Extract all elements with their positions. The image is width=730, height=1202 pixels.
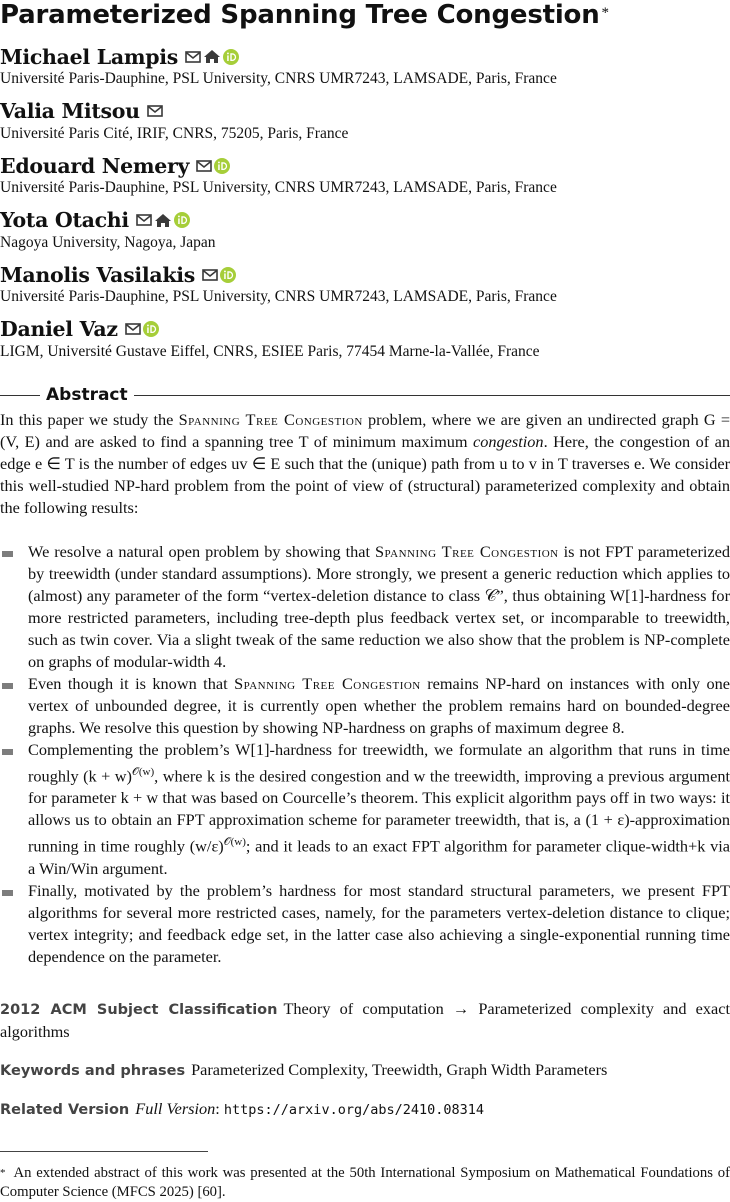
result-list — [0, 541, 730, 968]
author-name: Michael Lampis — [0, 44, 178, 69]
paper-title — [0, 0, 609, 30]
problem-name: Spanning Tree Congestion — [374, 542, 559, 561]
acm-classification — [0, 998, 730, 1043]
rule — [134, 395, 730, 396]
author-entry — [0, 98, 730, 153]
text-run: In this paper we study the — [0, 410, 179, 429]
abstract-heading — [0, 385, 730, 405]
text-run: , where k is the desired congestion and w the treewidth, improving a previous argument for parameter k + w that was based on Courcelle’s theorem. This explicit algorithm pays off in two ways: it allows us to obtain an FPT approximation scheme for parameter treewidth, that is, a (1 + ε)-approximation running in time roughly (w/ε) — [28, 766, 730, 856]
orcid-icon[interactable] — [143, 321, 159, 337]
emphasis: congestion — [473, 432, 544, 451]
keywords — [0, 1059, 730, 1082]
footnote — [0, 1164, 730, 1202]
author-name: Manolis Vasilakis — [0, 262, 195, 287]
list-item — [0, 880, 730, 968]
orcid-icon[interactable] — [174, 212, 190, 228]
problem-name: Spanning Tree Congestion — [234, 674, 421, 693]
footnote-text: An extended abstract of this work was presented at the 50th International Symposium on Mathematical Foundations of Computer Science (MFCS 2025) [60]. — [0, 1165, 730, 1200]
footnote-mark: * — [0, 1167, 6, 1179]
author-affiliation: LIGM, Université Gustave Eiffel, CNRS, ESIEE Paris, 77454 Marne-la-Vallée, France — [0, 342, 540, 360]
related-label: Related Version — [0, 1102, 130, 1118]
author-affiliation: Université Paris-Dauphine, PSL University, CNRS UMR7243, LAMSADE, Paris, France — [0, 70, 557, 87]
abstract-intro — [0, 409, 730, 519]
title-footnote-mark: * — [601, 5, 609, 21]
text-run: ; and it leads to an exact FPT algorithm for parameter clique-width+k via a Win/Win argument. — [28, 836, 730, 878]
related-version — [0, 1098, 730, 1121]
orcid-icon[interactable] — [220, 267, 236, 283]
rule — [0, 395, 40, 396]
text-run: Complementing the problem’s W[1]-hardness for treewidth, we formulate an algorithm that runs in time roughly (k + w) — [28, 740, 730, 786]
related-url-link[interactable]: https://arxiv.org/abs/2410.08314 — [223, 1102, 484, 1118]
email-icon[interactable] — [185, 50, 201, 64]
home-icon[interactable] — [203, 49, 221, 64]
author-list — [0, 43, 730, 371]
text-run: We resolve a natural open problem by showing that — [28, 542, 375, 561]
author-name: Valia Mitsou — [0, 99, 140, 124]
author-entry — [0, 207, 730, 262]
abstract-label: Abstract — [46, 385, 128, 405]
list-item — [0, 673, 730, 739]
keywords-label: Keywords and phrases — [0, 1063, 186, 1079]
text-run: is not FPT parameterized by treewidth (under standard assumptions). More strongly, we present a generic reduction which applies to (almost) any parameter of the form “vertex-deletion distance to class 𝒞”, thus obtaining W[1]-hardness for more restricted parameters, including tree-depth plus feedback vertex set, or incomparable to treewidth, such as twin cover. Via a slight tweak of the same reduction we also show that the problem is NP-complete on graphs of modular-width 4. — [28, 542, 730, 671]
author-entry — [0, 261, 730, 316]
author-affiliation: Université Paris Cité, IRIF, CNRS, 75205, Paris, France — [0, 124, 349, 142]
author-name: Daniel Vaz — [0, 317, 118, 342]
author-entry — [0, 43, 730, 98]
author-entry — [0, 316, 730, 371]
related-kind: Full Version — [135, 1099, 216, 1118]
orcid-icon[interactable] — [214, 158, 230, 174]
keywords-value: Parameterized Complexity, Treewidth, Graph Width Parameters — [191, 1060, 608, 1079]
list-item — [0, 541, 730, 673]
author-name: Edouard Nemery — [0, 153, 190, 178]
home-icon[interactable] — [154, 213, 172, 228]
email-icon[interactable] — [202, 268, 218, 282]
exponent: 𝒪(w) — [223, 836, 246, 849]
exponent: 𝒪(w) — [131, 766, 155, 778]
title-text: Parameterized Spanning Tree Congestion — [0, 0, 600, 30]
email-icon[interactable] — [136, 213, 152, 227]
acm-value: Theory of computation → Parameterized complexity and exact algorithms — [0, 999, 730, 1041]
text-run: remains NP-hard on instances with only one vertex of unbounded degree, it is currently open whether the problem remains hard on bounded-degree graphs. We resolve this question by showing NP-hardness on graphs of maximum degree 8. — [28, 674, 730, 737]
text-run: . Here, the congestion of an edge e ∈ T is the number of edges uv ∈ E such that the (unique) path from u to v in T traverses e. We consider this well-studied NP-hard problem from the point of view of (structural) parameterized complexity and obtain the following results: — [0, 432, 730, 517]
author-entry — [0, 152, 730, 207]
text-run: problem, where we are given an undirected graph G = (V, E) and are asked to find a spanning tree T of minimum maximum — [0, 410, 730, 451]
list-item — [0, 739, 730, 880]
author-name: Yota Otachi — [0, 208, 129, 233]
email-icon[interactable] — [125, 322, 141, 336]
author-affiliation: Université Paris-Dauphine, PSL University, CNRS UMR7243, LAMSADE, Paris, France — [0, 179, 557, 197]
problem-name: Spanning Tree Congestion — [178, 410, 363, 429]
text-run: Finally, motivated by the problem’s hardness for most standard structural parameters, we present FPT algorithms for several more restricted cases, namely, for the parameters vertex-deletion distance to clique; vertex integrity; and feedback edge set, in the latter case also achieving a single-exponential running time dependence on the parameter. — [28, 880, 730, 966]
email-icon[interactable] — [147, 104, 163, 118]
orcid-icon[interactable] — [223, 49, 239, 65]
footnote-rule — [0, 1151, 208, 1152]
acm-label: 2012 ACM Subject Classification — [0, 1002, 278, 1018]
email-icon[interactable] — [196, 159, 212, 173]
related-sep: : — [215, 1099, 220, 1118]
author-affiliation: Nagoya University, Nagoya, Japan — [0, 233, 216, 251]
text-run: Even though it is known that — [28, 674, 235, 693]
author-affiliation: Université Paris-Dauphine, PSL University, CNRS UMR7243, LAMSADE, Paris, France — [0, 288, 557, 306]
